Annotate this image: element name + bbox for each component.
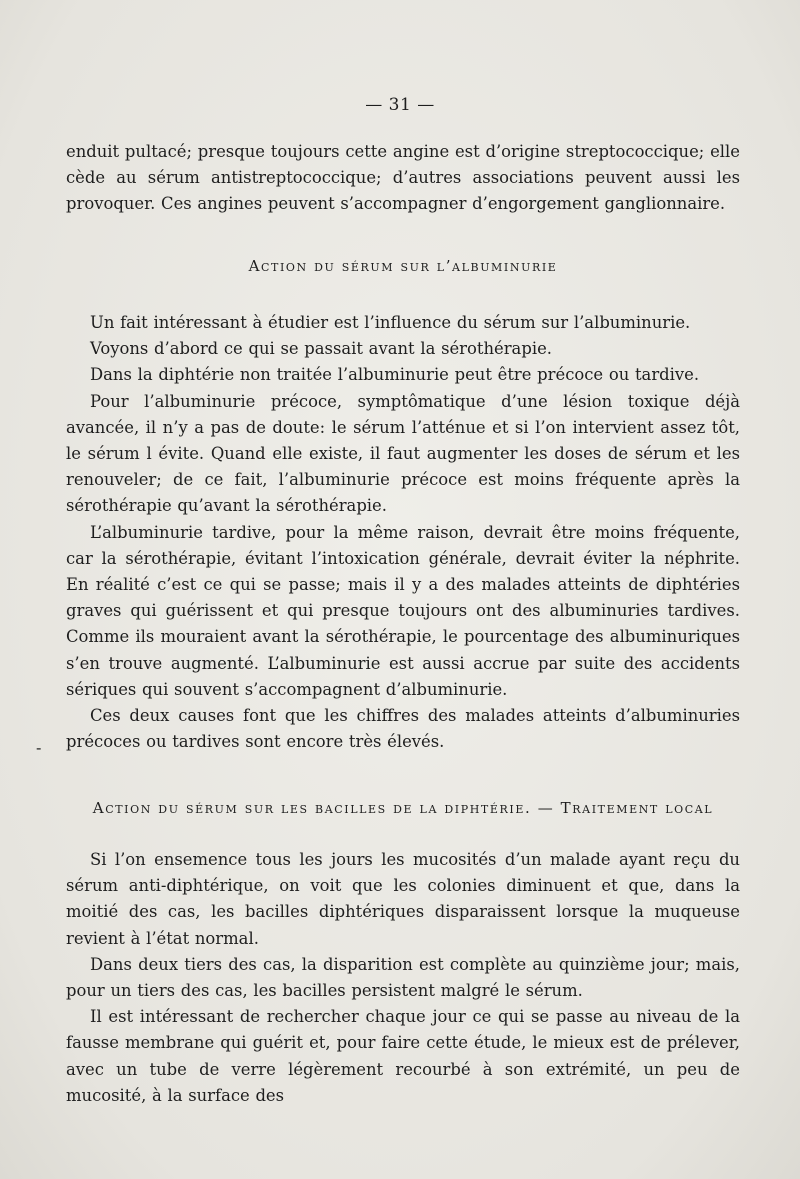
albuminurie-text-block <box>66 310 740 755</box>
paragraph: Si l’on ensemence tous les jours les mucosités d’un malade ayant reçu du sérum anti-diphtérique, on voit que les colonies diminuent et que, dans la moitié des cas, les bacilles diphtériques disparaissent lorsque la muqueuse revient à l’état normal. <box>66 850 740 948</box>
page-number: — 31 — <box>365 95 435 115</box>
paragraph: Il est intéressant de rechercher chaque jour ce qui se passe au niveau de la fausse membrane qui guérit et, pour faire cette étude, le mieux est de prélever, avec un tube de verre légèrement recourbé à son extrémité, un peu de mucosité, à la surface des <box>66 1007 740 1105</box>
section-heading-bacilles: Action du sérum sur les bacilles de la diphtérie. — Traitement local <box>92 799 714 817</box>
paragraph: Ces deux causes font que les chiffres des malades atteints d’albuminuries précoces ou tardives sont encore très élevés. <box>66 706 740 752</box>
section-heading-albuminurie: Action du sérum sur l’albuminurie <box>248 257 558 275</box>
paragraph: Dans la diphtérie non traitée l’albuminurie peut être précoce ou tardive. <box>90 365 700 385</box>
paragraph: Voyons d’abord ce qui se passait avant la sérothérapie. <box>90 339 552 359</box>
paragraph: Un fait intéressant à étudier est l’influence du sérum sur l’albuminurie. <box>90 313 691 332</box>
paragraph: enduit pultacé; presque toujours cette angine est d’origine streptococcique; elle cède au sérum antistreptococcique; d’autres associations peuvent aussi les provoquer. Ces angines peuvent s’accompagner d’engorgement ganglionnaire. <box>66 142 740 214</box>
margin-mark: - <box>36 738 42 757</box>
paragraph: L’albuminurie tardive, pour la même raison, devrait être moins fréquente, car la sérothérapie, évitant l’intoxication générale, devrait éviter la néphrite. En réalité c’est ce qui se passe; mais il y a des malades atteints de diphtéries graves qui guérissent et qui presque toujours ont des albuminuries tardives. Comme ils mouraient avant la sérothérapie, le pourcentage des albuminuriques s’en trouve augmenté. L’albuminurie est aussi accrue par suite des accidents sériques qui souvent s’accompagnent d’albuminurie. <box>66 522 740 699</box>
bacilles-text-block <box>66 847 740 1109</box>
intro-text-block <box>66 139 740 218</box>
paragraph: Pour l’albuminurie précoce, symptômatique d’une lésion toxique déjà avancée, il n’y a pas de doute: le sérum l’atténue et si l’on intervient assez tôt, le sérum l évite. Quand elle existe, il faut augmenter les doses de sérum et les renouveler; de ce fait, l’albuminurie précoce est moins fréquente après la sérothérapie qu’avant la sérothérapie. <box>66 391 740 516</box>
paragraph: Dans deux tiers des cas, la disparition est complète au quinzième jour; mais, pour un tiers des cas, les bacilles persistent malgré le sérum. <box>66 954 740 1001</box>
